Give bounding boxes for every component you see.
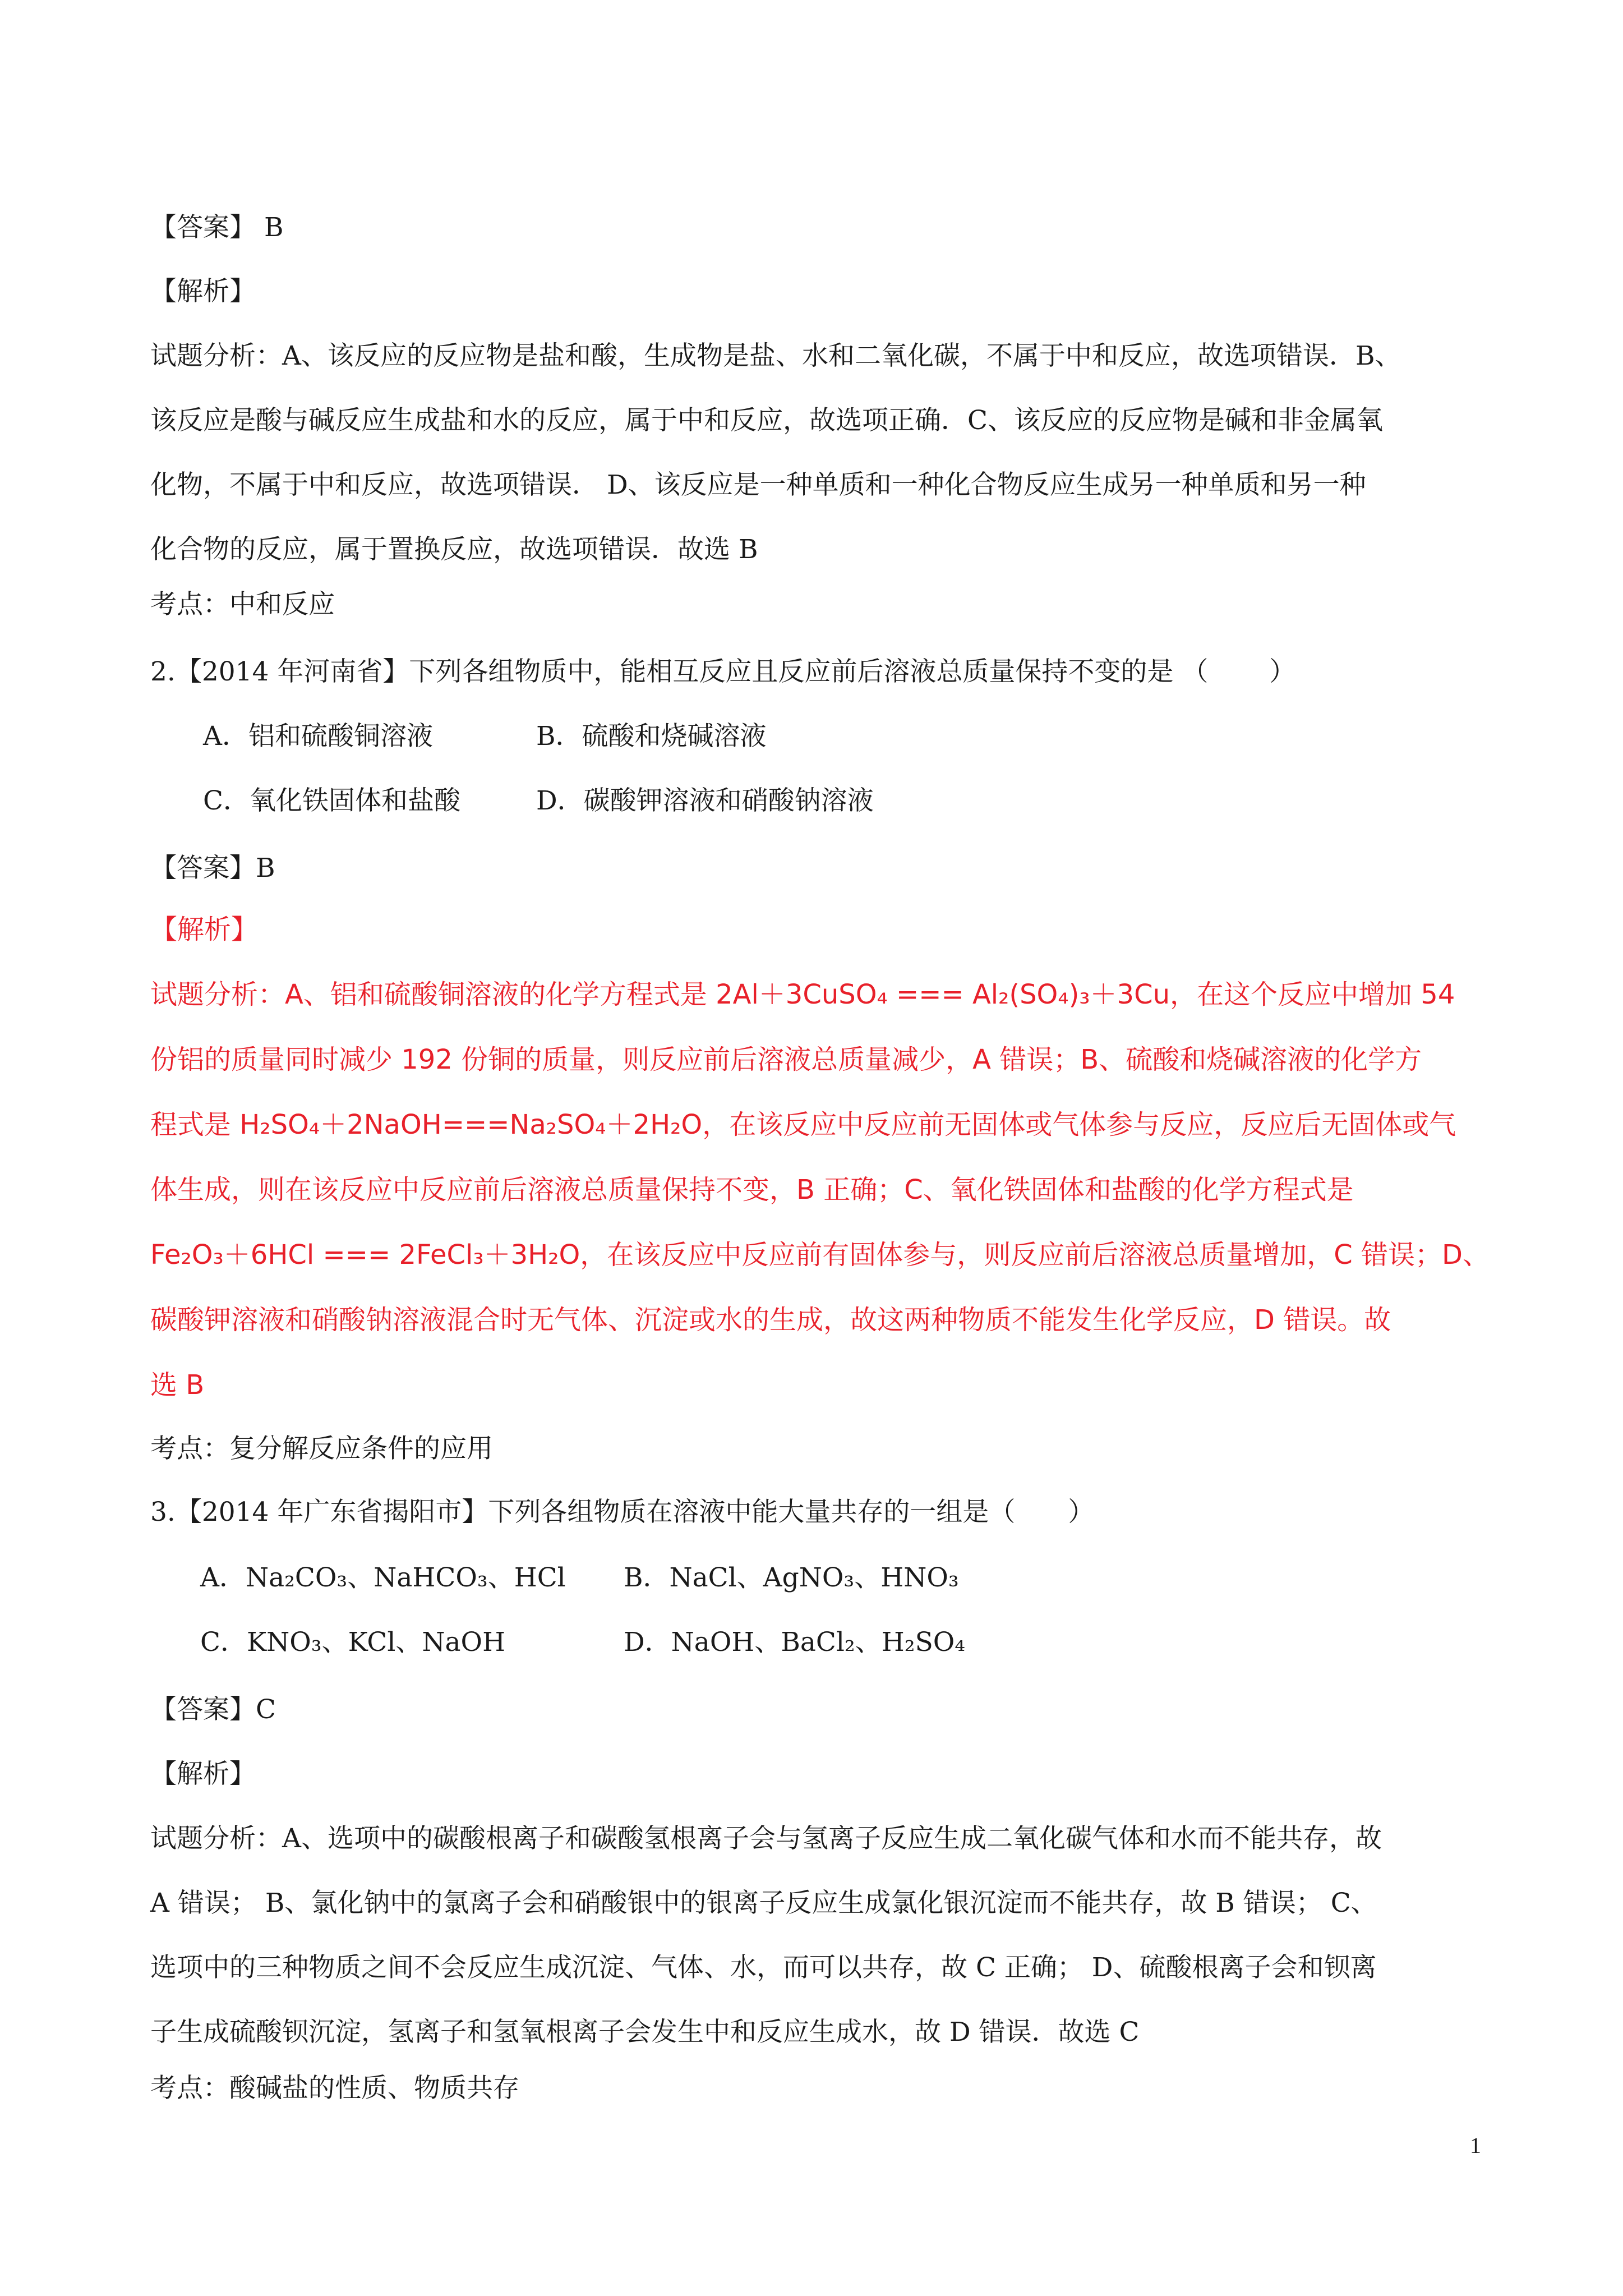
q3-answer: 【答案】C bbox=[150, 1694, 276, 1725]
q2-analysis-line: Fe₂O₃＋6HCl === 2FeCl₃＋3H₂O，在该反应中反应前有固体参与，则反应前后溶液总质量增加，C 错误；D、 bbox=[150, 1239, 1490, 1271]
page-number: 1 bbox=[1470, 2133, 1481, 2158]
q3-option-b: B．NaCl、AgNO₃、HNO₃ bbox=[624, 1562, 959, 1593]
q3-option-a: A．Na₂CO₃、NaHCO₃、HCl bbox=[200, 1562, 566, 1593]
q3-analysis-line: A 错误； B、氯化钠中的氯离子会和硝酸银中的银离子反应生成氯化银沉淀而不能共存，故 B 错误； C、 bbox=[150, 1888, 1377, 1918]
q2-analysis-line: 体生成，则在该反应中反应前后溶液总质量保持不变，B 正确；C、氧化铁固体和盐酸的化学方程式是 bbox=[150, 1174, 1354, 1205]
q1-analysis-line: 化物，不属于中和反应，故选项错误． D、该反应是一种单质和一种化合物反应生成另一种单质和另一种 bbox=[150, 470, 1366, 500]
q2-analysis-line: 试题分析：A、铝和硫酸铜溶液的化学方程式是 2Al＋3CuSO₄ === Al₂(SO₄)₃＋3Cu，在这个反应中增加 54 bbox=[150, 979, 1455, 1010]
q1-analysis-label: 【解析】 bbox=[150, 276, 256, 307]
q1-answer: 【答案】 B bbox=[150, 212, 284, 243]
q3-analysis-line: 选项中的三种物质之间不会反应生成沉淀、气体、水，而可以共存，故 C 正确； D、硫酸根离子会和钡离 bbox=[150, 1952, 1377, 1983]
q2-option-c: C．氧化铁固体和盐酸 bbox=[203, 785, 460, 816]
q1-analysis-line: 该反应是酸与碱反应生成盐和水的反应，属于中和反应，故选项正确．C、该反应的反应物是碱和非金属氧 bbox=[150, 405, 1383, 436]
q1-analysis-line: 化合物的反应，属于置换反应，故选项错误．故选 B bbox=[150, 534, 758, 565]
q1-analysis-line: 试题分析：A、该反应的反应物是盐和酸，生成物是盐、水和二氧化碳，不属于中和反应，故选项错误．B、 bbox=[150, 341, 1401, 371]
q2-option-b: B．硫酸和烧碱溶液 bbox=[536, 721, 767, 752]
q2-analysis-line: 选 B bbox=[150, 1369, 205, 1401]
q3-analysis-line: 试题分析：A、选项中的碳酸根离子和碳酸氢根离子会与氢离子反应生成二氧化碳气体和水而不能共存，故 bbox=[150, 1823, 1382, 1854]
q2-analysis-label: 【解析】 bbox=[150, 914, 259, 945]
q2-analysis-line: 程式是 H₂SO₄＋2NaOH===Na₂SO₄＋2H₂O，在该反应中反应前无固体或气体参与反应，反应后无固体或气 bbox=[150, 1109, 1456, 1140]
q2-kaodian: 考点：复分解反应条件的应用 bbox=[150, 1433, 493, 1464]
q3-analysis-label: 【解析】 bbox=[150, 1759, 256, 1789]
q2-analysis-line: 份铝的质量同时减少 192 份铜的质量，则反应前后溶液总质量减少，A 错误；B、硫酸和烧碱溶液的化学方 bbox=[150, 1044, 1422, 1075]
q2-question: 2.【2014 年河南省】下列各组物质中，能相互反应且反应前后溶液总质量保持不变的是 （ ） bbox=[150, 656, 1296, 687]
q1-kaodian: 考点：中和反应 bbox=[150, 589, 335, 620]
q3-option-c: C．KNO₃、KCl、NaOH bbox=[200, 1627, 506, 1658]
q3-option-d: D．NaOH、BaCl₂、H₂SO₄ bbox=[624, 1627, 966, 1658]
q2-option-d: D．碳酸钾溶液和硝酸钠溶液 bbox=[536, 785, 874, 816]
q2-analysis-line: 碳酸钾溶液和硝酸钠溶液混合时无气体、沉淀或水的生成，故这两种物质不能发生化学反应，D 错误。故 bbox=[150, 1304, 1391, 1336]
q2-option-a: A．铝和硫酸铜溶液 bbox=[203, 721, 433, 752]
q2-answer: 【答案】B bbox=[150, 853, 275, 884]
q3-analysis-line: 子生成硫酸钡沉淀，氢离子和氢氧根离子会发生中和反应生成水，故 D 错误．故选 C bbox=[150, 2017, 1140, 2047]
q3-kaodian: 考点：酸碱盐的性质、物质共存 bbox=[150, 2073, 519, 2104]
q3-question: 3.【2014 年广东省揭阳市】下列各组物质在溶液中能大量共存的一组是（ ） bbox=[150, 1497, 1095, 1527]
